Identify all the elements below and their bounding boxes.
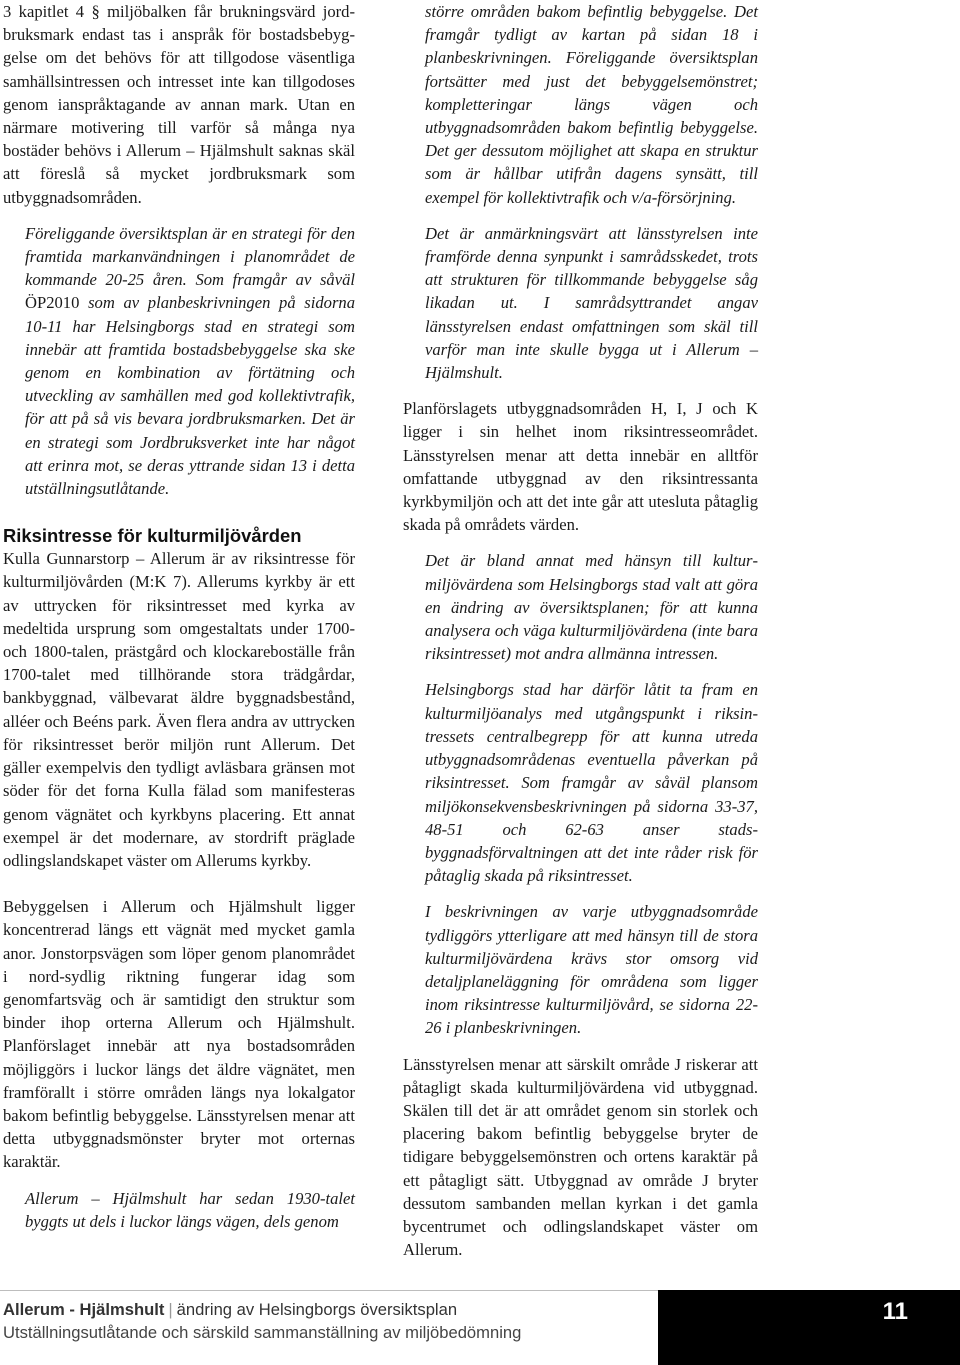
paragraph: Planförslagets utbyggnadsområden H, I, J och K ligger i sin helhet inom riksintresseområdet. Länsstyrelsen menar att detta innebär en alltför omfattande utbyggnad av den riksintressanta kyrkbymiljön och att det inte går att utesluta påtaglig skada på områdets värden. <box>403 399 758 535</box>
paragraph: Länsstyrelsen menar att särskilt område J riskerar att påtagligt skada kulturmiljövärdena vid utbyggnad. Skälen till det är att området genom sin storlek och placering bakom befintlig bebyggelse bryter de tidigare bebyggelsemönstren och ortens karaktär på ett påtagligt sätt. Utbyggnad av område J bryter dessutom sambanden mellan kyrkan i det gamla bycentrumet och odlingslandskapet väster om Allerum. <box>403 1054 758 1260</box>
footer-divider <box>0 1290 658 1291</box>
page-footer <box>0 1290 960 1365</box>
op2010-abbrev: ÖP2010 <box>25 293 80 313</box>
text-run: som av planbeskrivningen på sidorna 10-11 har Helsingborgs stad en strategi som innebär att framtida bostadsbebyggelse ska ske genom en kombination av förtätning och utveckling av samhällen med god kollektivtrafik, för att på så vis bevara jordbruksmarken. Det är en strategi som Jordbruksverket inte har något att erinra mot, se deras yttrande sidan 13 i detta utställningsutlåtande. <box>25 293 355 499</box>
response-paragraph: Allerum – Hjälmshult har sedan 1930-talet byggts ut dels i luckor längs vägen, dels genom <box>25 1188 355 1231</box>
section-heading: Riksintresse för kulturmiljövården <box>3 525 302 547</box>
footer-place: Allerum - Hjälmshult <box>3 1300 165 1319</box>
paragraph: Kulla Gunnarstorp – Allerum är av riksintresse för kulturmiljövården (M:K 7). Allerums kyrkby är ett av uttrycken för riksintresset med kyrka av medeltida ursprung som omgestaltats under 1700- och 1800-talen, prästgård och klockareboställe från 1700-talet med tillhörande stora trädgårdar, bankbyggnad, välbevarat äldre byggnadsbestånd, alléer och Beéns park. Även flera andra av uttrycken för riksintresset berör miljön runt Allerum. Det gäller exempelvis den tydligt avläsbara gränsen mot söder för det forna Kulla fälad som manifesteras genom vägnätet och kyrkbyns placering. Ett annat exempel är det modernare, av stordrift präglade odlingslandskapet väster om Allerums kyrkby. <box>3 549 355 870</box>
text-run: Föreliggande översiktsplan är en strategi för den framtida markanvändningen i planområdet de kommande 20-25 åren. Som framgår av såväl <box>25 223 355 290</box>
response-paragraph: I beskrivningen av varje utbyggnadsområde tydliggörs ytterligare att med hänsyn till de stora kulturmiljövärdena krävs stor omsorg vid detaljplaneläggning för områdena som ligger inom riksintresse kulturmiljövård, se sidorna 22-26 i planbeskrivningen. <box>425 902 758 1038</box>
response-paragraph: Det är bland annat med hänsyn till kulturmiljövärdena som Helsingborgs stad valt att göra en ändring av översiktsplanen; för att kunna analysera och väga kulturmiljövärdena (inte bara riksintresset) mot andra allmänna intressen. <box>425 551 758 664</box>
response-paragraph <box>3 222 355 500</box>
left-column <box>3 0 355 1233</box>
paragraph: Bebyggelsen i Allerum och Hjälmshult ligger koncentrerad längs ett vägnät med mycket gamla anor. Jonstorpsvägen som löper genom planområdet i nord-sydlig riktning fungerar idag som genomfartsväg och är samtidigt den struktur som binder ihop orterna Allerum och Hjälmshult. Planförslaget innebär att nya bostadsområden möjliggörs i luckor längs det äldre vägnätet, men framförallt i större områden längs nya lokalgator bakom befintlig bebyggelse. Länsstyrelsen menar att detta utbyggnadsmönster bryter mot orternas karaktär. <box>3 897 355 1172</box>
response-paragraph: Det är anmärkningsvärt att länsstyrelsen inte framförde denna synpunkt i samrådsskedet, trots att strukturen för tillkommande bebyggelse såg likadan ut. I samrådsyttrandet angav länsstyrelsen endast omfattningen som skäl till varför man inte skulle bygga ut i Allerum – Hjälmshult. <box>425 223 758 383</box>
response-paragraph: Helsingborgs stad har därför låtit ta fram en kulturmiljöanalys med utgångspunkt i riksintressets centralbegrepp för att kunna utreda utbyggnadsområdenas eventuella påverkan på riksintresset. Som framgår av såväl plansom miljökonsekvensbeskrivningen på sidorna 33-37, 48-51 och 62-63 anser stadsbyggnadsförvaltningen att det inte råder risk för påtaglig skada på riksintresset. <box>425 680 758 886</box>
footer-subtitle: Utställningsutlåtande och särskild sammanställning av miljöbedömning <box>3 1323 522 1342</box>
footer-subject: ändring av Helsingborgs översiktsplan <box>176 1300 458 1319</box>
paragraph: 3 kapitlet 4 § miljöbalken får brukningsvärd jordbruksmark endast tas i anspråk för bostadsbebyggelse om det behövs för att tillgodose väsentliga samhällsintressen och intresset inte kan tillgodoses genom ianspråktagande av annan mark. Utan en närmare motivering till varför så många nya bostäder behövs i Allerum – Hjälmshult saknas skäl att föreslå så mycket jordbruksmark som utbyggnadsområden. <box>3 2 355 207</box>
response-paragraph: större områden bakom befintlig bebyggelse. Det framgår tydligt av kartan på sidan 18 i planbeskrivningen. Föreliggande översiktsplan fortsätter med just det bebyggelsemönstret; kompletteringar längs vägen och utbyggnadsområden bakom befintlig bebyggelse. Det ger dessutom möjlighet att skapa en struktur som är hållbar utifrån dagens synsätt, till exempel för kollektivtrafik och v/a-försörjning. <box>425 2 758 207</box>
page-number: 11 <box>882 1298 908 1325</box>
right-column <box>403 0 758 1261</box>
page-number-box <box>658 1290 960 1365</box>
footer-title <box>3 1300 457 1320</box>
footer-separator: | <box>168 1300 173 1319</box>
